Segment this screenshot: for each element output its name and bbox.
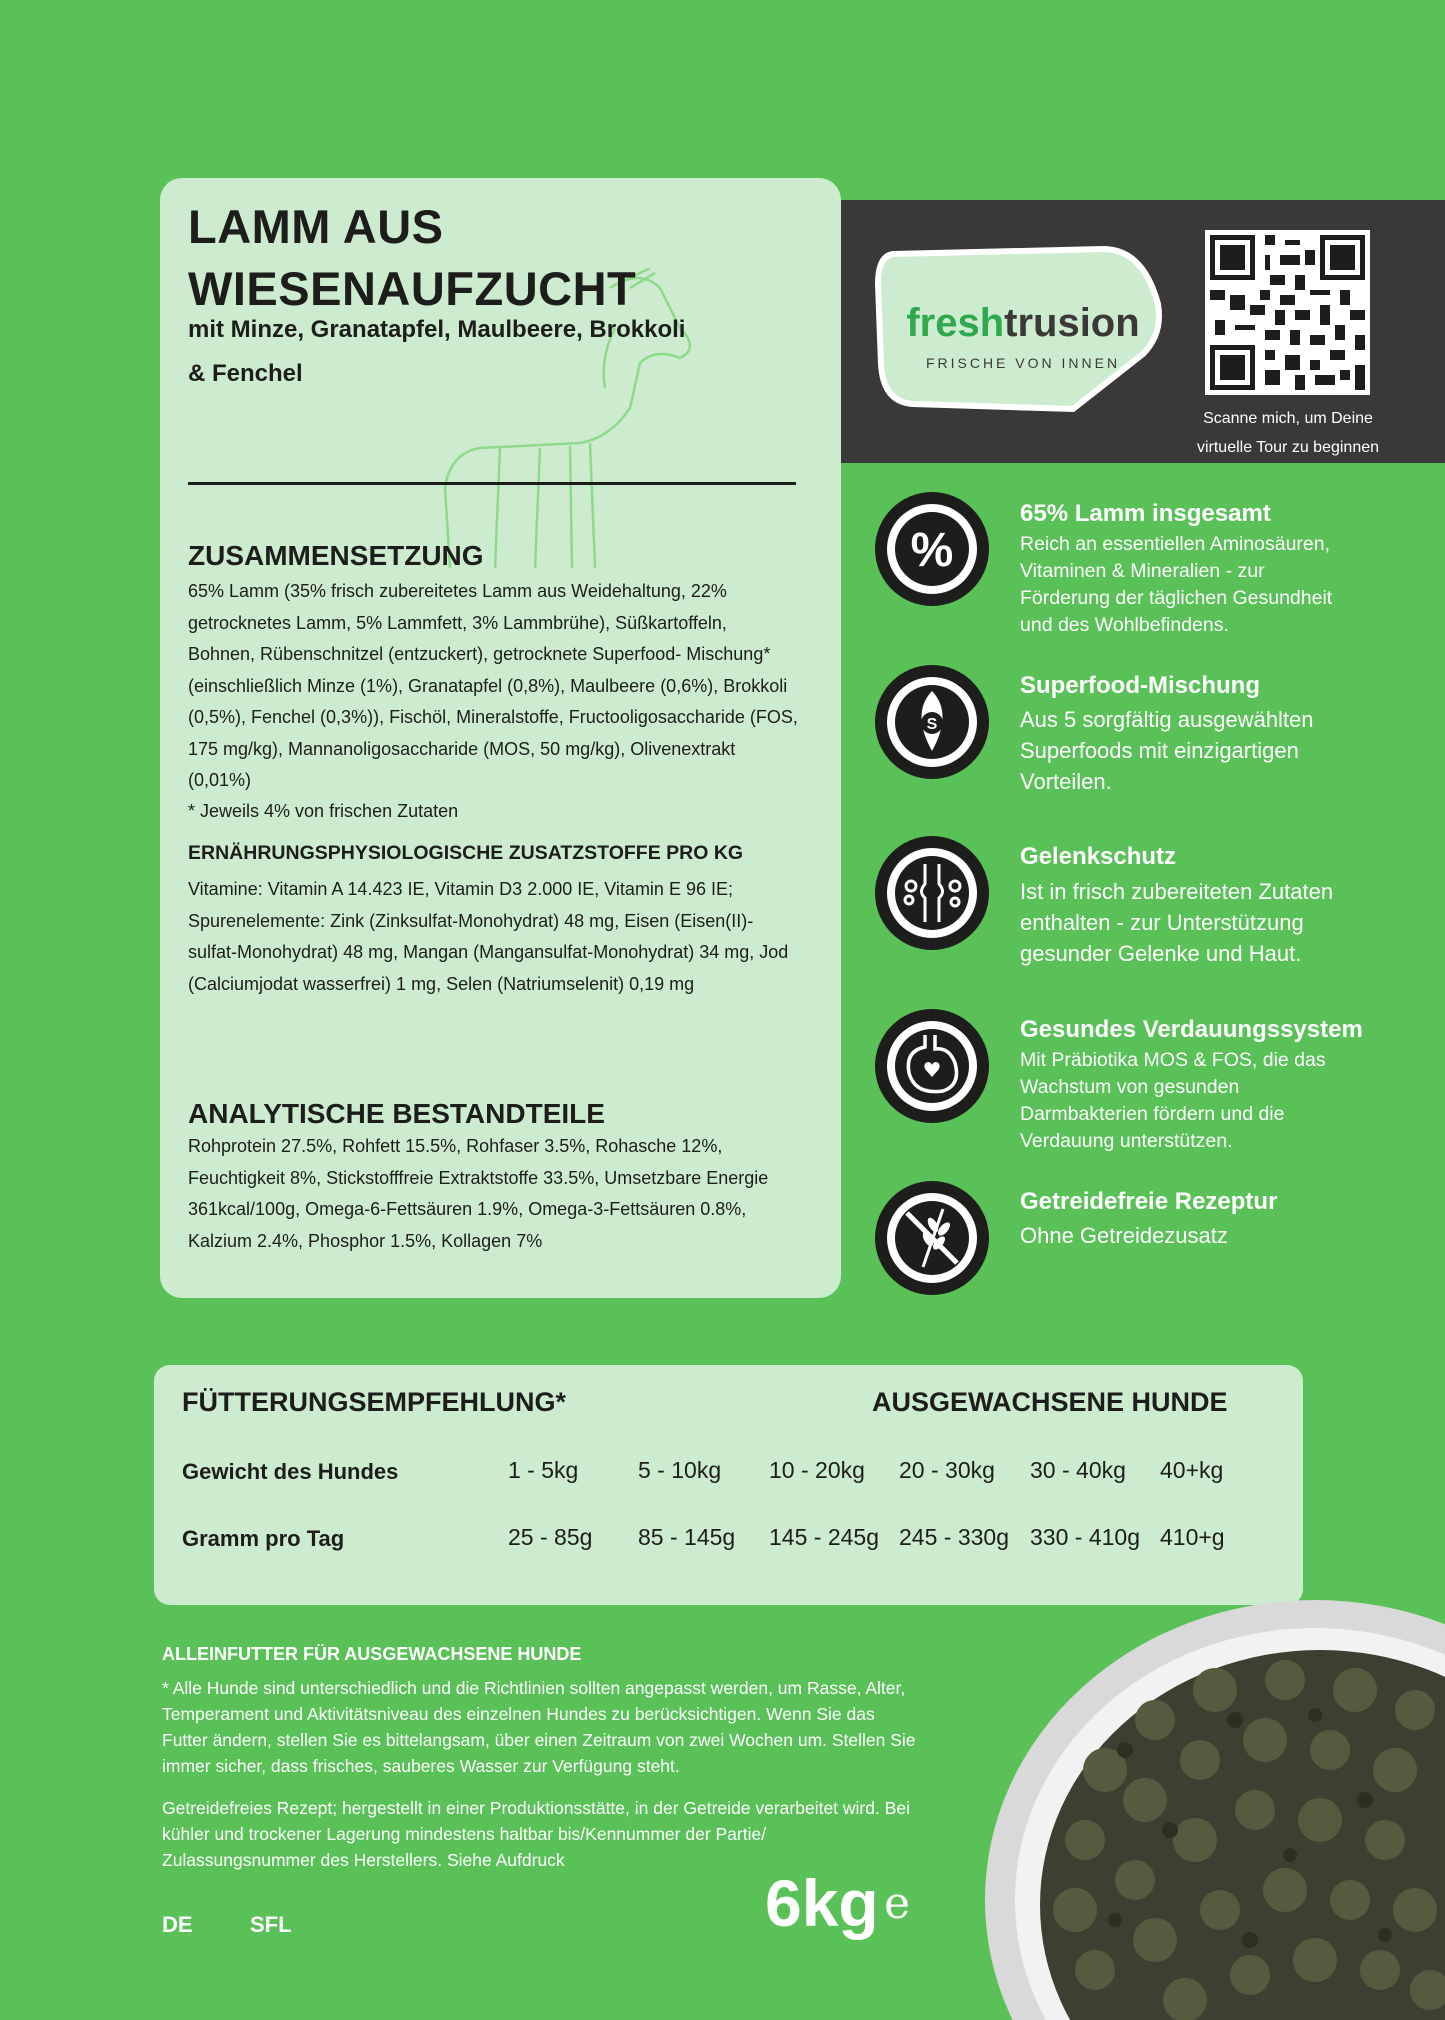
svg-text:%: % (910, 524, 954, 577)
language-code: DE (162, 1912, 193, 1937)
package-weight: 6kg (765, 1866, 879, 1940)
product-info-card (160, 178, 841, 1298)
grams-row-label: Gramm pro Tag (182, 1526, 345, 1551)
product-subtitle: mit Minze, Granatapfel, Maulbeere, Brokkoli & Fenchel (188, 316, 686, 387)
divider (188, 482, 796, 485)
feature-text-3: Ist in frisch zubereiteten Zutaten enthalten - zur Unterstützung gesunder Gelenke und Haut. (1020, 879, 1334, 966)
weight-cell: 30 - 40kg (1030, 1457, 1126, 1483)
grams-cell: 410+g (1160, 1524, 1225, 1550)
e-mark: e (884, 1878, 911, 1929)
feeding-note: * Alle Hunde sind unterschiedlich und die Richtlinien sollten angepasst werden, um Rasse, Alter, Temperament und Aktivitätsniveau des einzelnen Hundes zu berücksichtigen. Wenn Sie das Futter ändern, stellen Sie es bittelangsam, über einen Zeitraum von zwei Wochen um. Stellen Sie immer sicher, dass frisches, sauberes Wasser zur Verfügung steht. (162, 1678, 916, 1776)
product-code: SFL (250, 1912, 292, 1937)
freshtrusion-logo (873, 244, 1173, 419)
title-line-1: LAMM AUS (188, 200, 444, 253)
brand-name-part1: fresh (906, 301, 1005, 345)
weight-cell: 5 - 10kg (638, 1457, 722, 1483)
weight-row-label: Gewicht des Hundes (182, 1459, 399, 1484)
composition-footnote: * Jeweils 4% von frischen Zutaten (188, 801, 459, 821)
complete-feed-heading: ALLEINFUTTER FÜR AUSGEWACHSENE HUNDE (162, 1644, 582, 1664)
feature-text-2: Aus 5 sorgfältig ausgewählten Superfoods mit einzigartigen Vorteilen. (1020, 707, 1314, 794)
stomach-icon (873, 1007, 991, 1125)
grams-cell: 245 - 330g (899, 1524, 1009, 1550)
brand-name-part2: trusion (1004, 301, 1140, 345)
food-bowl-image (985, 1600, 1445, 2020)
brand-tagline: FRISCHE VON INNEN (925, 355, 1121, 371)
grain-free-note: Getreidefreies Rezept; hergestellt in einer Produktionsstätte, in der Getreide verarbeitet wird. Bei kühler und trockener Lagerung mindestens haltbar bis/Kennummer der Partie/ Zulassungsnummer des Herstellers. Siehe Aufdruck (162, 1798, 911, 1870)
weight-cell: 1 - 5kg (508, 1457, 579, 1483)
additives-text: Vitamine: Vitamin A 14.423 IE, Vitamin D3 2.000 IE, Vitamin E 96 IE; Spurenelemente: Zink (Zinksulfat-Monohydrat) 48 mg, Eisen (Eisen(II)-sulfat-Monohydrat) 48 mg, Mangan (Mangansulfat-Monohydrat) 34 mg, Jod (Calciumjodat wasserfrei) 1 mg, Selen (Natriumselenit) 0,19 mg (188, 879, 789, 994)
feature-title-5: Getreidefreie Rezeptur (1020, 1188, 1278, 1215)
grams-cell: 85 - 145g (638, 1524, 736, 1550)
additives-heading: ERNÄHRUNGSPHYSIOLOGISCHE ZUSATZSTOFFE PRO KG (188, 842, 744, 864)
weight-cell: 40+kg (1160, 1457, 1224, 1483)
grams-cell: 330 - 410g (1030, 1524, 1140, 1550)
feature-title-4: Gesundes Verdauungssystem (1020, 1016, 1363, 1043)
feature-text-5: Ohne Getreidezusatz (1020, 1223, 1228, 1248)
feeding-table (154, 1365, 1303, 1605)
grams-cell: 25 - 85g (508, 1524, 593, 1550)
svg-text:freshtrusion (906, 301, 1139, 345)
percent-icon (873, 490, 991, 608)
superfood-leaf-icon (873, 663, 991, 781)
composition-heading: ZUSAMMENSETZUNG (188, 540, 484, 571)
no-grain-icon (873, 1179, 991, 1297)
feeding-title: FÜTTERUNGSEMPFEHLUNG* (182, 1387, 566, 1417)
scan-instruction: Scanne mich, um Deine virtuelle Tour zu beginnen (1196, 410, 1380, 456)
qr-code[interactable] (1205, 230, 1370, 395)
feature-title-1: 65% Lamm insgesamt (1020, 500, 1271, 527)
grams-cell: 145 - 245g (769, 1524, 879, 1550)
title-line-2: WIESENAUFZUCHT (188, 262, 637, 315)
svg-text:S: S (926, 716, 938, 733)
analytics-text: Rohprotein 27.5%, Rohfett 15.5%, Rohfaser 3.5%, Rohasche 12%, Feuchtigkeit 8%, Stickstofffreie Extraktstoffe 33.5%, Umsetzbare Energie 361kcal/100g, Omega-6-Fettsäuren 1.9%, Omega-3-Fettsäuren 0.8%, Kalzium 2.4%, Phosphor 1.5%, Kollagen 7% (188, 1136, 769, 1251)
weight-cell: 10 - 20kg (769, 1457, 865, 1483)
feature-text-4: Mit Präbiotika MOS & FOS, die das Wachstum von gesunden Darmbakterien fördern und die Verdauung unterstützen. (1020, 1049, 1326, 1152)
feature-text-1: Reich an essentiellen Aminosäuren, Vitaminen & Mineralien - zur Förderung der täglichen Gesundheit und des Wohlbefindens. (1020, 533, 1333, 636)
analytics-heading: ANALYTISCHE BESTANDTEILE (188, 1098, 605, 1129)
joint-icon (873, 834, 991, 952)
feeding-subtitle: AUSGEWACHSENE HUNDE (872, 1387, 1228, 1417)
feature-title-3: Gelenkschutz (1020, 843, 1177, 870)
feature-title-2: Superfood-Mischung (1020, 672, 1260, 699)
weight-cell: 20 - 30kg (899, 1457, 995, 1483)
product-title (188, 196, 636, 320)
composition-text: 65% Lamm (35% frisch zubereitetes Lamm aus Weidehaltung, 22% getrocknetes Lamm, 5% Lammfett, 3% Lammbrühe), Süßkartoffeln, Bohnen, Rübenschnitzel (entzuckert), getrocknete Superfood- Mischung* (einschließlich Minze (1%), Granatapfel (0,8%), Maulbeere (0,6%), Brokkoli (0,5%), Fenchel (0,3%)), Fischöl, Mineralstoffe, Fructooligosaccharide (FOS, 175 mg/kg), Mannanoligosaccharide (MOS, 50 mg/kg), Olivenextrakt (0,01%) (188, 581, 798, 790)
